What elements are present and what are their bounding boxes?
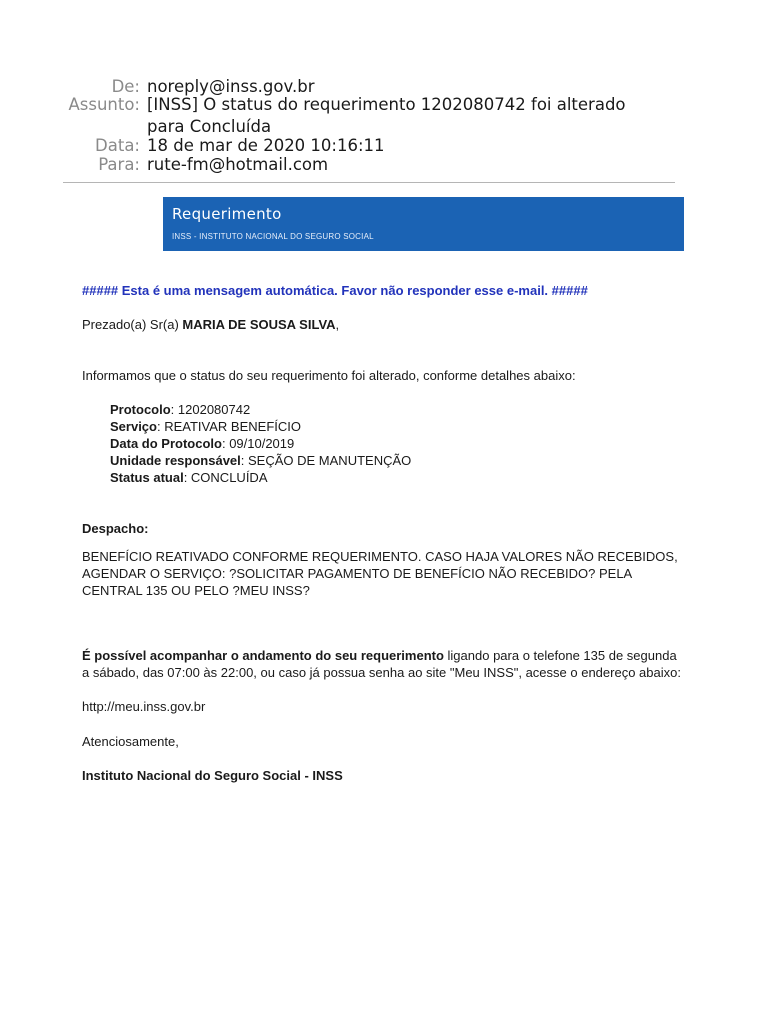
detail-row-unidade <box>110 452 411 469</box>
subject-line-1: [INSS] O status do requerimento 1202080742 foi alterado <box>147 95 626 114</box>
detail-sep: : <box>240 453 249 468</box>
detail-row-data-protocolo <box>110 435 294 452</box>
info-paragraph <box>82 647 682 681</box>
detail-value: 1202080742 <box>177 402 251 417</box>
detail-label: Serviço <box>110 419 157 434</box>
greeting <box>82 316 339 333</box>
to-value[interactable]: rute-fm@hotmail.com <box>147 155 329 174</box>
detail-row-servico <box>110 418 301 435</box>
info-rest: ligando para o telefone 135 de segunda a sábado, das 07:00 às 22:00, ou caso já possua senha ao site "Meu INSS", acesse o endereço abaixo: <box>82 648 681 680</box>
signature: Instituto Nacional do Seguro Social - INSS <box>82 768 343 783</box>
subject-label: Assunto: <box>68 95 140 114</box>
greeting-prefix: Prezado(a) Sr(a) <box>82 317 183 332</box>
detail-label: Data do Protocolo <box>110 436 222 451</box>
detail-row-status <box>110 469 268 486</box>
greeting-suffix: , <box>335 317 340 332</box>
closing-text: Atenciosamente, <box>82 734 179 749</box>
despacho-text: BENEFÍCIO REATIVADO CONFORME REQUERIMENTO. CASO HAJA VALORES NÃO RECEBIDOS, AGENDAR O SERVIÇO: ?SOLICITAR PAGAMENTO DE BENEFÍCIO NÃO RECEBIDO? PELA CENTRAL 135 OU PELO ?MEU INSS? <box>82 549 678 598</box>
from-label: De: <box>111 77 140 96</box>
intro-text: Informamos que o status do seu requerimento foi alterado, conforme detalhes abaixo: <box>82 368 576 383</box>
greeting-name: MARIA DE SOUSA SILVA <box>182 317 336 332</box>
info-bold: É possível acompanhar o andamento do seu requerimento <box>82 648 444 663</box>
detail-value: REATIVAR BENEFÍCIO <box>164 419 301 434</box>
date-label: Data: <box>95 136 140 155</box>
from-value[interactable]: noreply@inss.gov.br <box>147 77 315 96</box>
auto-notice: ##### Esta é uma mensagem automática. Favor não responder esse e-mail. ##### <box>82 283 588 298</box>
to-label: Para: <box>98 155 140 174</box>
detail-value: 09/10/2019 <box>229 436 295 451</box>
detail-sep: : <box>221 436 230 451</box>
header-divider <box>63 182 675 183</box>
detail-sep: : <box>156 419 165 434</box>
date-value: 18 de mar de 2020 10:16:11 <box>147 136 385 155</box>
detail-label: Unidade responsável <box>110 453 241 468</box>
banner-subtitle: INSS - INSTITUTO NACIONAL DO SEGURO SOCIAL <box>172 232 374 241</box>
detail-value: SEÇÃO DE MANUTENÇÃO <box>248 453 412 468</box>
detail-label: Protocolo <box>110 402 171 417</box>
detail-label: Status atual <box>110 470 184 485</box>
detail-row-protocolo <box>110 401 250 418</box>
detail-sep: : <box>183 470 191 485</box>
detail-sep: : <box>170 402 178 417</box>
banner-title: Requerimento <box>172 205 282 223</box>
requerimento-banner <box>163 197 684 251</box>
meu-inss-link[interactable]: http://meu.inss.gov.br <box>82 699 206 714</box>
detail-value: CONCLUÍDA <box>190 470 268 485</box>
subject-line-2: para Concluída <box>147 117 272 136</box>
despacho-label: Despacho: <box>82 521 149 536</box>
